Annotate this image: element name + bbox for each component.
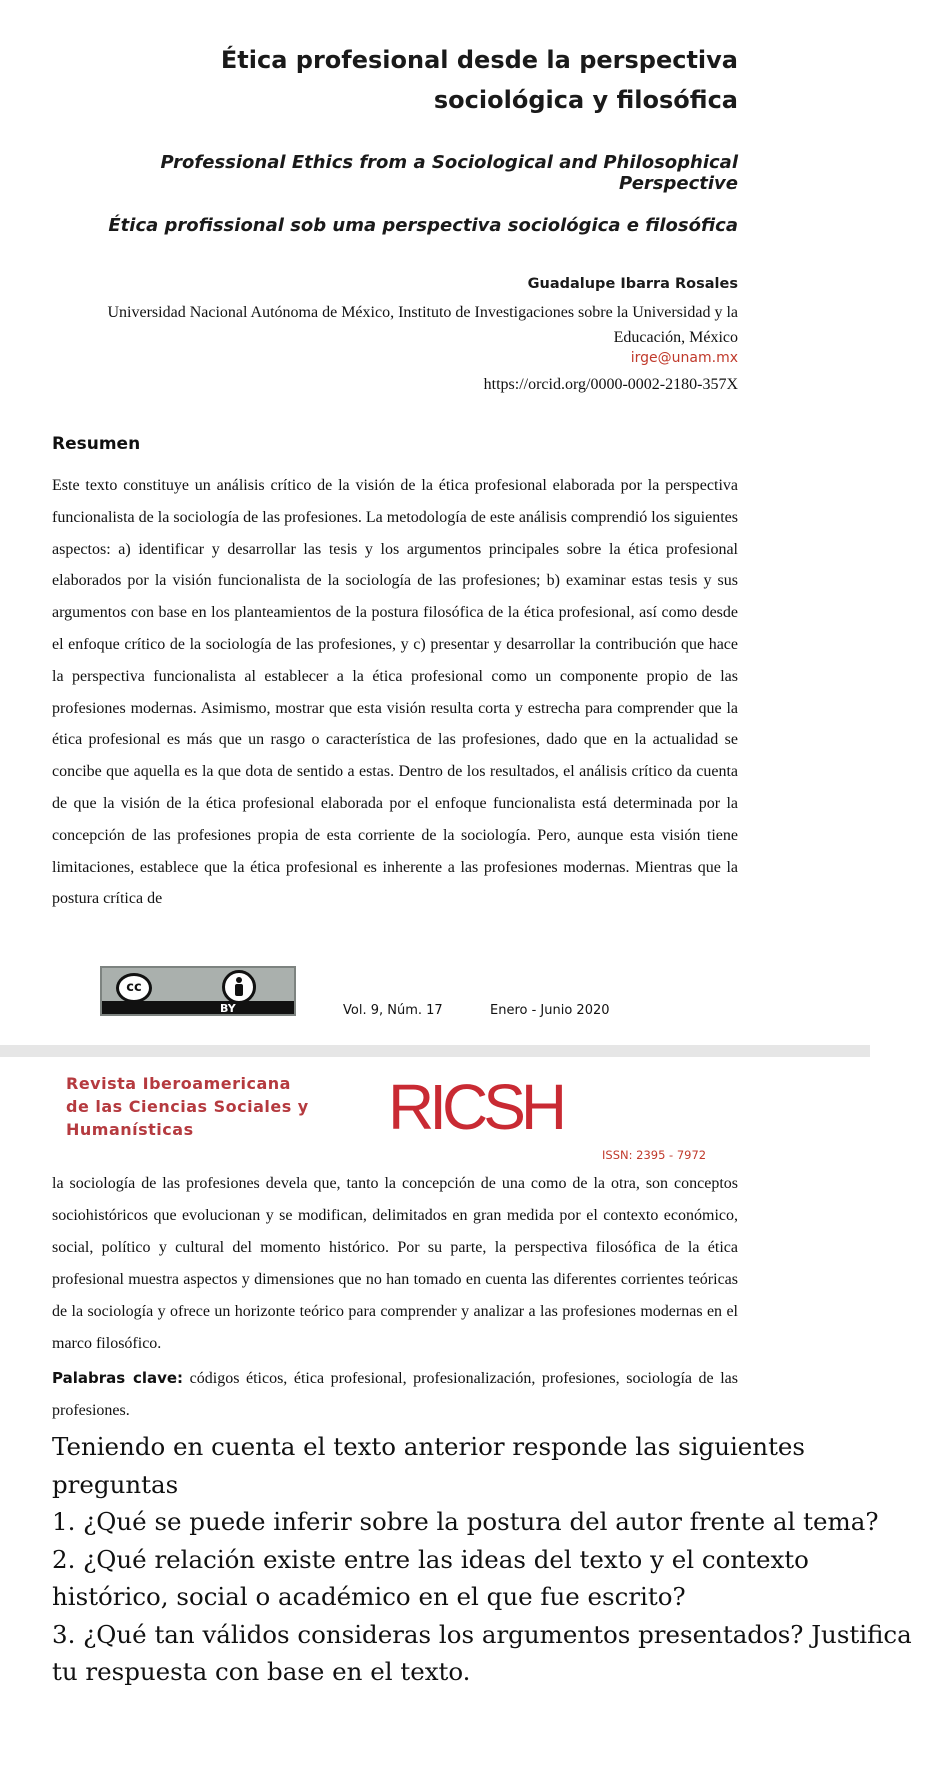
article-title-portuguese: Ética profissional sob uma perspectiva sociológica e filosófica [108, 215, 738, 236]
page-divider [0, 1045, 870, 1057]
abstract-heading: Resumen [52, 434, 141, 454]
journal-name [66, 1072, 309, 1141]
journal-name-line-2: de las Ciencias Sociales y [66, 1097, 309, 1116]
questions-section [52, 1428, 932, 1691]
keywords-label: Palabras clave: [52, 1369, 184, 1387]
journal-volume: Vol. 9, Núm. 17 [343, 1003, 443, 1018]
abstract-text-part2: la sociología de las profesiones devela que, tanto la concepción de una como de la otra, son conceptos sociohistóricos que evolucionan y se modifican, delimitados en gran medida por el contexto económico, social, político y cultural del momento histórico. Por su parte, la perspectiva filosófica de la ética profesional muestra aspectos y dimensiones que no han tomado en cuenta las diferentes corrientes teóricas de la sociología y ofrece un horizonte teórico para comprender y analizar a las profesiones modernas en el marco filosófico. [52, 1175, 738, 1352]
journal-issn: ISSN: 2395 - 7972 [602, 1148, 707, 1162]
abstract-text-part1: Este texto constituye un análisis crítico de la visión de la ética profesional elaborada por la perspectiva funcionalista de la sociología de las profesiones. La metodología de este análisis comprendió los siguientes aspectos: a) identificar y desarrollar las tesis y los argumentos principales sobre la ética profesional elaborados por la visión funcionalista de la sociología de las profesiones; b) examinar estas tesis y sus argumentos con base en los planteamientos de la postura filosófica de la ética profesional, así como desde el enfoque crítico de la sociología de las profesiones, y c) presentar y desarrollar la contribución que hace la perspectiva funcionalista al establecer a la ética profesional como un componente propio de las profesiones modernas. Asimismo, mostrar que esta visión resulta corta y estrecha para comprender que la ética profesional es más que un rasgo o característica de las profesiones, dado que en la actualidad se concibe que aquella es la que dota de sentido a estas. Dentro de los resultados, el análisis crítico da cuenta de que la visión de la ética profesional elaborada por el enfoque funcionalista está determinada por la concepción de las profesiones propia de esta corriente de la sociología. Pero, aunque esta visión tiene limitaciones, establece que la ética profesional es inherente a las profesiones modernas. Mientras que la postura crítica de [52, 477, 738, 908]
question-1: 1. ¿Qué se puede inferir sobre la postura del autor frente al tema? [52, 1507, 879, 1536]
questions-intro: Teniendo en cuenta el texto anterior responde las siguientes preguntas [52, 1432, 806, 1499]
author-affiliation: Universidad Nacional Autónoma de México, Instituto de Investigaciones sobre la Universidad y la Educación, México [107, 304, 738, 346]
article-page-2 [0, 1057, 870, 1437]
author-name: Guadalupe Ibarra Rosales [527, 276, 738, 292]
question-2: 2. ¿Qué relación existe entre las ideas del texto y el contexto histórico, social o académico en el que fue escrito? [52, 1544, 809, 1611]
cc-icon: cc [116, 973, 152, 1003]
article-title: Ética profesional desde la perspectiva sociológica y filosófica [220, 46, 738, 114]
journal-name-line-3: Humanísticas [66, 1120, 194, 1139]
attribution-person-icon [222, 970, 256, 1004]
cc-by-license-badge [100, 966, 296, 1016]
keywords [52, 1362, 738, 1427]
journal-logo: RICSH [388, 1071, 563, 1143]
cc-by-label: BY [220, 1002, 236, 1015]
author-email: irge@unam.mx [630, 350, 738, 366]
keywords-list: códigos éticos, ética profesional, profesionalización, profesiones, sociología de las profesiones. [52, 1370, 739, 1419]
question-3: 3. ¿Qué tan válidos consideras los argumentos presentados? Justifica tu respuesta con base en el texto. [52, 1619, 912, 1686]
author-orcid: https://orcid.org/0000-0002-2180-357X [483, 376, 738, 393]
journal-name-line-1: Revista Iberoamericana [66, 1074, 291, 1093]
article-title-english: Professional Ethics from a Sociological and Philosophical Perspective [160, 152, 738, 194]
journal-period: Enero - Junio 2020 [490, 1003, 610, 1018]
